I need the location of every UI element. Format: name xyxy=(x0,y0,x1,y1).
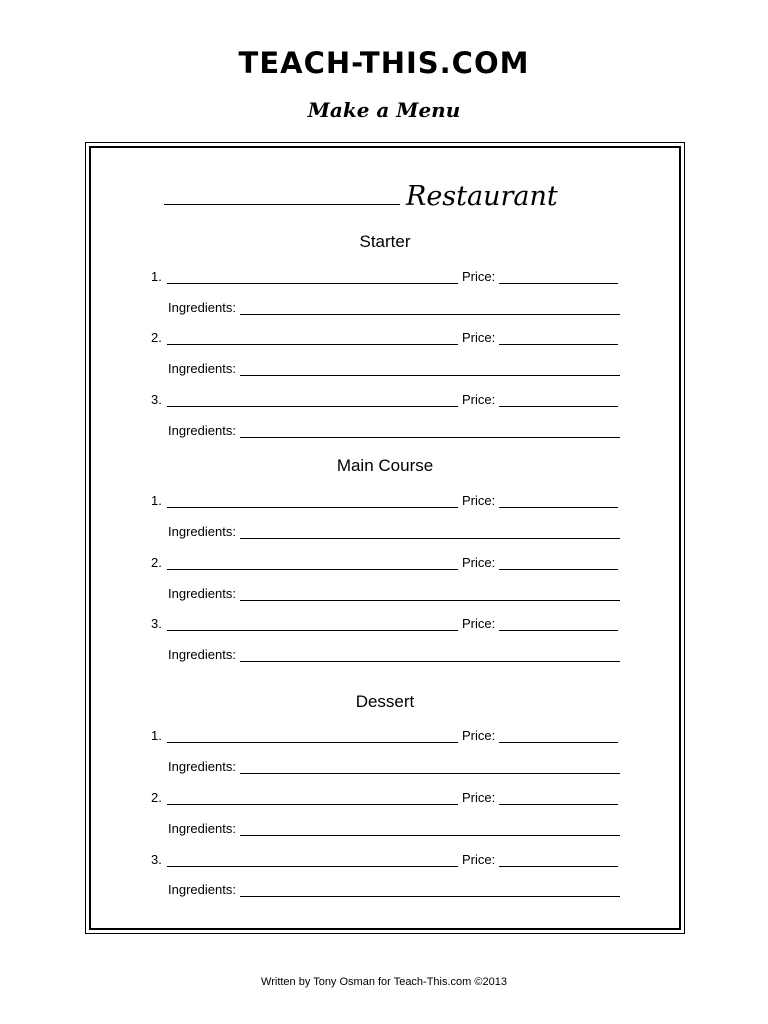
ingredients-label: Ingredients: xyxy=(168,524,236,539)
ingredients-row xyxy=(168,423,620,438)
price-blank[interactable] xyxy=(499,730,618,743)
dish-number: 1. xyxy=(151,269,162,284)
price-label: Price: xyxy=(462,852,496,867)
ingredients-row xyxy=(168,821,620,836)
price-blank[interactable] xyxy=(499,792,618,805)
dish-name-blank[interactable] xyxy=(167,854,458,867)
ingredients-label: Ingredients: xyxy=(168,821,236,836)
price-blank[interactable] xyxy=(499,854,618,867)
ingredients-blank[interactable] xyxy=(240,363,620,376)
dish-name-blank[interactable] xyxy=(167,792,458,805)
price-blank[interactable] xyxy=(499,557,618,570)
restaurant-name-line xyxy=(164,181,604,212)
dish-name-blank[interactable] xyxy=(167,394,458,407)
dish-number: 1. xyxy=(151,493,162,508)
ingredients-row xyxy=(168,882,620,897)
ingredients-label: Ingredients: xyxy=(168,586,236,601)
dish-row xyxy=(151,493,618,508)
ingredients-label: Ingredients: xyxy=(168,361,236,376)
price-label: Price: xyxy=(462,330,496,345)
ingredients-row xyxy=(168,647,620,662)
ingredients-blank[interactable] xyxy=(240,588,620,601)
price-blank[interactable] xyxy=(499,271,618,284)
ingredients-label: Ingredients: xyxy=(168,759,236,774)
ingredients-blank[interactable] xyxy=(240,425,620,438)
ingredients-row xyxy=(168,361,620,376)
dish-name-blank[interactable] xyxy=(167,332,458,345)
price-blank[interactable] xyxy=(499,394,618,407)
worksheet-subtitle: Make a Menu xyxy=(307,98,461,122)
ingredients-blank[interactable] xyxy=(240,649,620,662)
price-blank[interactable] xyxy=(499,332,618,345)
ingredients-blank[interactable] xyxy=(240,761,620,774)
dish-row xyxy=(151,555,618,570)
price-label: Price: xyxy=(462,555,496,570)
dish-number: 2. xyxy=(151,555,162,570)
restaurant-label: Restaurant xyxy=(406,181,558,212)
ingredients-row xyxy=(168,524,620,539)
ingredients-row xyxy=(168,759,620,774)
price-blank[interactable] xyxy=(499,495,618,508)
section-heading-starter: Starter xyxy=(359,232,411,251)
dish-row xyxy=(151,728,618,743)
section-heading-main-course: Main Course xyxy=(336,456,434,475)
dish-number: 2. xyxy=(151,790,162,805)
ingredients-label: Ingredients: xyxy=(168,647,236,662)
dish-name-blank[interactable] xyxy=(167,730,458,743)
ingredients-blank[interactable] xyxy=(240,302,620,315)
price-blank[interactable] xyxy=(499,618,618,631)
ingredients-blank[interactable] xyxy=(240,823,620,836)
dish-row xyxy=(151,790,618,805)
dish-name-blank[interactable] xyxy=(167,271,458,284)
ingredients-row xyxy=(168,586,620,601)
price-label: Price: xyxy=(462,493,496,508)
ingredients-row xyxy=(168,300,620,315)
ingredients-label: Ingredients: xyxy=(168,882,236,897)
dish-name-blank[interactable] xyxy=(167,557,458,570)
dish-name-blank[interactable] xyxy=(167,618,458,631)
dish-row xyxy=(151,616,618,631)
ingredients-blank[interactable] xyxy=(240,884,620,897)
ingredients-label: Ingredients: xyxy=(168,300,236,315)
site-title: TEACH-THIS.COM xyxy=(238,46,530,80)
footer-credit: Written by Tony Osman for Teach-This.com ©2013 xyxy=(261,976,507,988)
dish-name-blank[interactable] xyxy=(167,495,458,508)
dish-number: 3. xyxy=(151,392,162,407)
section-heading-dessert: Dessert xyxy=(355,692,415,711)
price-label: Price: xyxy=(462,728,496,743)
dish-row xyxy=(151,392,618,407)
price-label: Price: xyxy=(462,790,496,805)
ingredients-blank[interactable] xyxy=(240,526,620,539)
dish-row xyxy=(151,852,618,867)
dish-row xyxy=(151,330,618,345)
dish-row xyxy=(151,269,618,284)
dish-number: 3. xyxy=(151,616,162,631)
ingredients-label: Ingredients: xyxy=(168,423,236,438)
restaurant-name-blank[interactable] xyxy=(164,184,400,205)
dish-number: 2. xyxy=(151,330,162,345)
price-label: Price: xyxy=(462,392,496,407)
price-label: Price: xyxy=(462,616,496,631)
price-label: Price: xyxy=(462,269,496,284)
dish-number: 1. xyxy=(151,728,162,743)
dish-number: 3. xyxy=(151,852,162,867)
